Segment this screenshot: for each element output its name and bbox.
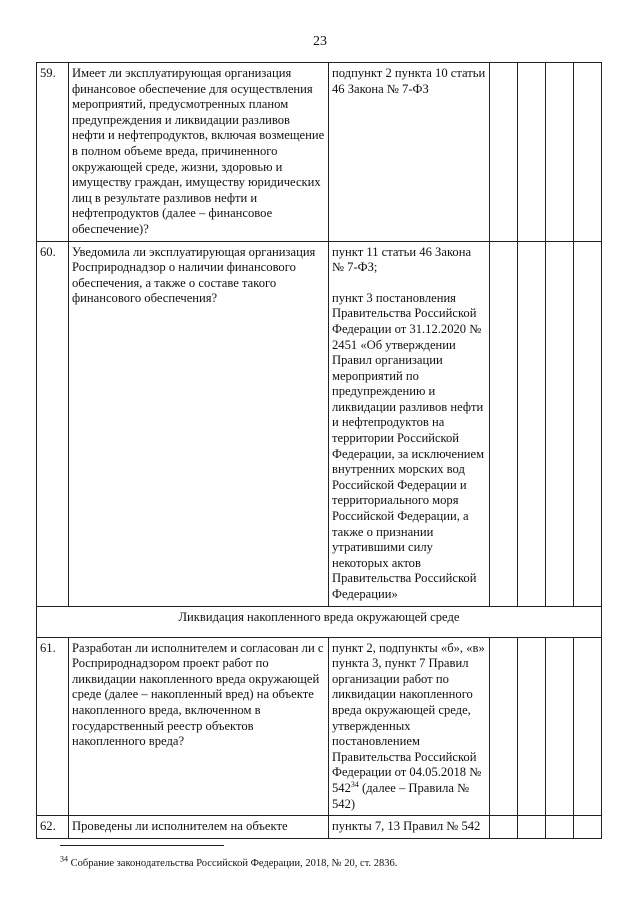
row-number: 59. xyxy=(37,63,69,242)
notes-cell[interactable] xyxy=(574,816,602,839)
footnote-text: Собрание законодательства Российской Федерации, 2018, № 20, ст. 2836. xyxy=(68,858,398,869)
answer-no-cell[interactable] xyxy=(518,816,546,839)
question-cell: Уведомила ли эксплуатирующая организация Росприроднадзор о наличии финансового обеспечения, а также о составе такого финансового обеспечения? xyxy=(69,241,329,606)
answer-na-cell[interactable] xyxy=(546,63,574,242)
table-row xyxy=(37,637,602,816)
answer-yes-cell[interactable] xyxy=(490,816,518,839)
legal-basis-cell xyxy=(329,637,490,816)
answer-yes-cell[interactable] xyxy=(490,241,518,606)
answer-na-cell[interactable] xyxy=(546,637,574,816)
question-cell: Разработан ли исполнителем и согласован ли с Росприроднадзором проект работ по ликвидации накопленного вреда окружающей среде (далее – накопленный вред) на объекте накопленного вреда, включенном в государственный реестр объектов накопленного вреда? xyxy=(69,637,329,816)
table-row xyxy=(37,63,602,242)
answer-no-cell[interactable] xyxy=(518,241,546,606)
footnote-marker: 34 xyxy=(60,854,68,864)
answer-na-cell[interactable] xyxy=(546,816,574,839)
page-number: 23 xyxy=(313,34,327,49)
answer-na-cell[interactable] xyxy=(546,241,574,606)
legal-basis-text: (далее – Правила № 542) xyxy=(332,780,470,811)
section-heading: Ликвидация накопленного вреда окружающей среде xyxy=(37,606,602,637)
row-number: 61. xyxy=(37,637,69,816)
legal-basis-cell: пункты 7, 13 Правил № 542 xyxy=(329,816,490,839)
legal-basis-text: пункт 11 статьи 46 Закона № 7-ФЗ; xyxy=(332,244,472,275)
notes-cell[interactable] xyxy=(574,637,602,816)
notes-cell[interactable] xyxy=(574,63,602,242)
question-cell: Имеет ли эксплуатирующая организация финансовое обеспечение для осуществления мероприятий, предусмотренных планом предупреждения и ликвидации разливов нефти и нефтепродуктов, включая возмещение в полном объеме вреда, причиненного окружающей среде, жизни, здоровью и имуществу граждан, имуществу юридических лиц в результате разливов нефти и нефтепродуктов (далее – финансовое обеспечение)? xyxy=(69,63,329,242)
table-row xyxy=(37,241,602,606)
paragraph-gap xyxy=(332,276,486,291)
answer-no-cell[interactable] xyxy=(518,637,546,816)
legal-basis-text: пункт 3 постановления Правительства Российской Федерации от 31.12.2020 № 2451 «Об утверждении Правил организации мероприятий по предупреждению и ликвидации разливов нефти и нефтепродуктов на территории Российской Федерации, за исключением внутренних морских вод Российской Федерации и территориального моря Российской Федерации, а также о признании утратившими силу некоторых актов Правительства Российской Федерации» xyxy=(332,290,485,601)
footnote-divider xyxy=(60,845,224,846)
section-row xyxy=(37,606,602,637)
legal-basis-cell xyxy=(329,241,490,606)
legal-basis-cell: подпункт 2 пункта 10 статьи 46 Закона № 7-ФЗ xyxy=(329,63,490,242)
table-row xyxy=(37,816,602,839)
footnote-reference[interactable]: 34 xyxy=(350,779,359,789)
answer-no-cell[interactable] xyxy=(518,63,546,242)
answer-yes-cell[interactable] xyxy=(490,637,518,816)
row-number: 60. xyxy=(37,241,69,606)
answer-yes-cell[interactable] xyxy=(490,63,518,242)
row-number: 62. xyxy=(37,816,69,839)
checklist-table xyxy=(36,62,602,839)
question-cell: Проведены ли исполнителем на объекте xyxy=(69,816,329,839)
footnote xyxy=(60,854,398,869)
notes-cell[interactable] xyxy=(574,241,602,606)
legal-basis-text: пункт 2, подпункты «б», «в» пункта 3, пункт 7 Правил организации работ по ликвидации накопленного вреда окружающей среде, утвержденных постановлением Правительства Российской Федерации от 04.05.2018 № 542 xyxy=(332,640,485,795)
